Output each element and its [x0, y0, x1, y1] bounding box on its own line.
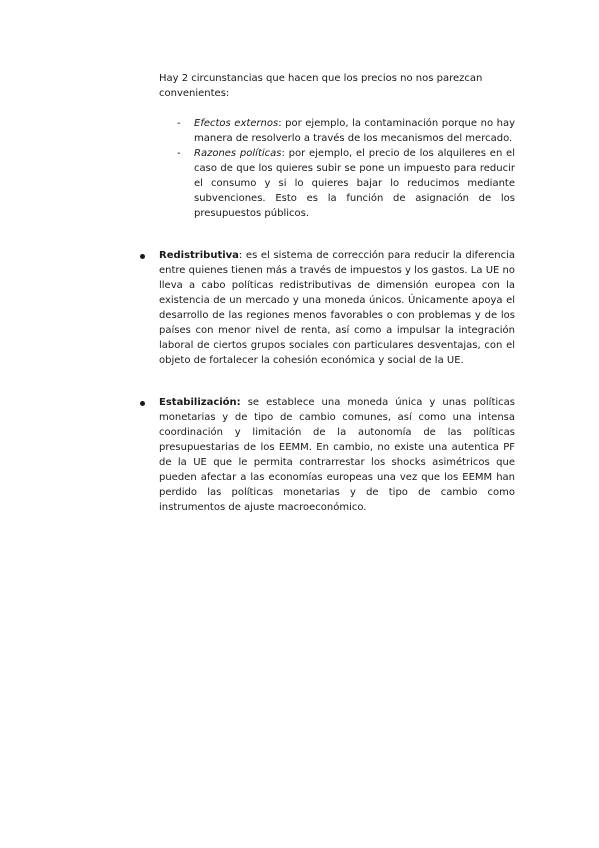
section-redistributiva — [159, 248, 515, 368]
dash-marker: - — [177, 118, 181, 129]
list-item-text: : por ejemplo, la contaminación porque no hay manera de resolverlo a través de los mecanismos del mercado. — [194, 118, 515, 144]
list-item-external-effects — [177, 116, 515, 146]
dash-marker: - — [177, 148, 181, 159]
section-text: : es el sistema de corrección para reducir la diferencia entre quienes tienen más a través de impuestos y los gastos. La UE no lleva a cabo políticas redistributivas de dimensión europea con la existencia de un mercado y una moneda únicos. Únicamente apoya el desarrollo de las regiones menos favorables o con problemas y de los países con menor nivel de renta, así como a impulsar la integración laboral de ciertos grupos sociales con particulares desventajas, con el objeto de fortalecer la cohesión económica y social de la UE. — [159, 250, 515, 366]
section-term: Estabilización: — [159, 397, 241, 408]
section-estabilizacion — [159, 395, 515, 515]
intro-text: Hay 2 circunstancias que hacen que los precios no nos parezcan convenientes: — [159, 73, 483, 99]
intro-paragraph — [159, 71, 515, 101]
list-item-term: Efectos externos — [194, 118, 279, 129]
list-item-political-reasons — [177, 146, 515, 221]
list-item-term: Razones políticas — [194, 148, 282, 159]
list-item-text: : por ejemplo, el precio de los alquileres en el caso de que los quieres subir se pone un impuesto para reducir el consumo y si lo quieres bajar lo reducimos mediante subvenciones. Esto es la función de asignación de los presupuestos públicos. — [194, 148, 515, 219]
circumstances-list — [177, 116, 515, 221]
bullet-icon — [140, 401, 145, 406]
section-term: Redistributiva — [159, 250, 239, 261]
section-text: se establece una moneda única y unas políticas monetarias y de tipo de cambio comunes, así como una intensa coordinación y limitación de la autonomía de las políticas presupuestarias de los EEMM. En cambio, no existe una autentica PF de la UE que le permita contrarrestar los shocks asimétricos que pueden afectar a las economías europeas una vez que los EEMM han perdido las políticas monetarias y de tipo de cambio como instrumentos de ajuste macroeconómico. — [159, 397, 515, 513]
bullet-icon — [140, 254, 145, 259]
